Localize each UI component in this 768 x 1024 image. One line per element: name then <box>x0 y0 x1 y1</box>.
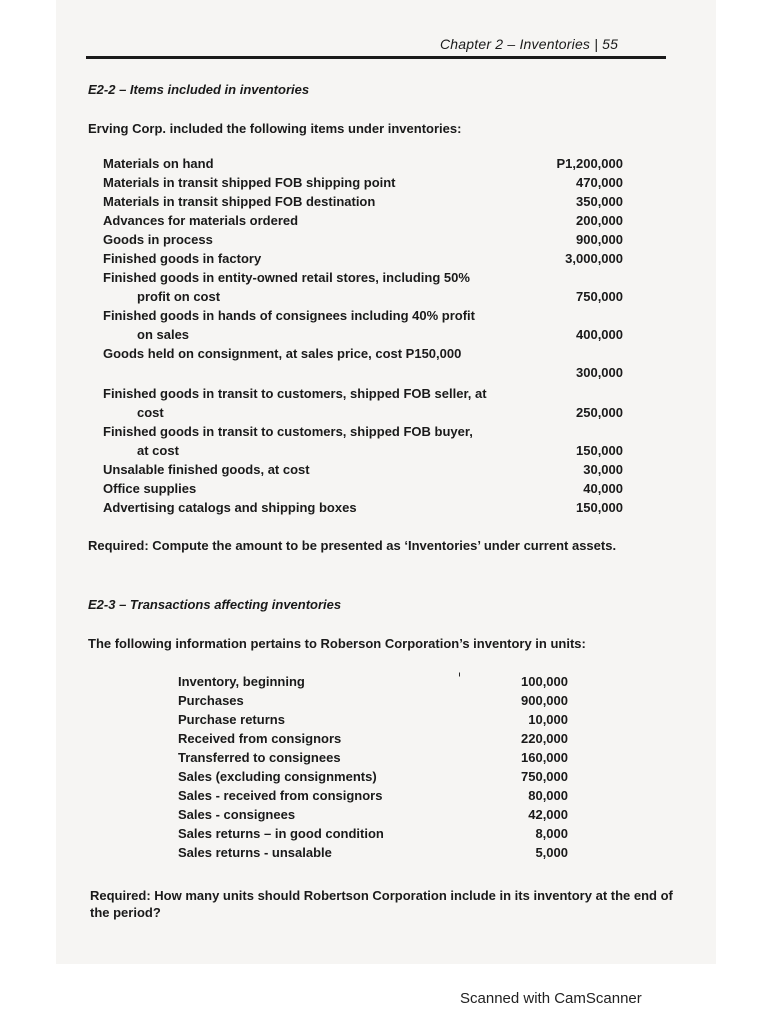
item-amount: 750,000 <box>521 769 568 784</box>
item-label: Finished goods in hands of consignees including 40% profit <box>103 308 475 323</box>
problem-1-required: Required: Compute the amount to be presented as ‘Inventories’ under current assets. <box>88 538 617 553</box>
item-label: Goods held on consignment, at sales price, cost P150,000 <box>103 346 462 361</box>
item-amount: 42,000 <box>528 807 568 822</box>
list-item <box>103 175 623 194</box>
list-item <box>103 213 623 232</box>
list-item <box>178 750 568 769</box>
item-amount: 160,000 <box>521 750 568 765</box>
item-label: Transferred to consignees <box>178 750 341 765</box>
list-item <box>103 405 623 424</box>
item-label: Finished goods in entity-owned retail stores, including 50% <box>103 270 470 285</box>
item-amount: P1,200,000 <box>556 156 623 171</box>
item-amount: 250,000 <box>576 405 623 420</box>
item-amount: 8,000 <box>535 826 568 841</box>
item-label: Advances for materials ordered <box>103 213 299 228</box>
list-item <box>178 826 568 845</box>
item-amount: 5,000 <box>535 845 568 860</box>
list-item <box>178 731 568 750</box>
item-amount: 80,000 <box>528 788 568 803</box>
item-label: Goods in process <box>103 232 213 247</box>
item-label: Purchases <box>178 693 244 708</box>
item-label: Office supplies <box>103 481 197 496</box>
item-label: Sales (excluding consignments) <box>178 769 377 784</box>
chapter-header: Chapter 2 – Inventories | 55 <box>440 36 619 52</box>
list-item <box>103 424 623 443</box>
problem-2-title-text: – Transactions affecting inventories <box>115 597 342 612</box>
item-label: Finished goods in transit to customers, shipped FOB buyer, <box>103 424 473 439</box>
list-item <box>103 194 623 213</box>
list-item <box>103 365 623 384</box>
problem-2-code: E2-3 <box>88 597 116 612</box>
problem-1-code: E2-2 <box>88 82 116 97</box>
item-label: Materials on hand <box>103 156 214 171</box>
item-label: Unsalable finished goods, at cost <box>103 462 310 477</box>
scanner-watermark: Scanned with CamScanner <box>460 990 642 1007</box>
list-item <box>103 346 623 365</box>
list-item <box>178 712 568 731</box>
item-amount: 300,000 <box>576 365 623 380</box>
item-amount: 30,000 <box>583 462 623 477</box>
item-label: on sales <box>137 327 190 342</box>
list-item <box>103 270 623 289</box>
item-label: Finished goods in factory <box>103 251 262 266</box>
list-item <box>103 156 623 175</box>
list-item <box>178 788 568 807</box>
list-item <box>103 386 623 405</box>
list-item <box>178 674 568 693</box>
item-amount: 150,000 <box>576 443 623 458</box>
item-label: Purchase returns <box>178 712 285 727</box>
problem-2-title <box>88 597 341 612</box>
item-amount: 350,000 <box>576 194 623 209</box>
item-label: Materials in transit shipped FOB shipping point <box>103 175 396 190</box>
list-item <box>103 232 623 251</box>
problem-2-intro: The following information pertains to Roberson Corporation’s inventory in units: <box>88 636 586 651</box>
list-item <box>103 481 623 500</box>
item-amount: 150,000 <box>576 500 623 515</box>
item-label: Sales returns - unsalable <box>178 845 332 860</box>
problem-1-title <box>88 82 309 97</box>
item-label: Sales returns – in good condition <box>178 826 384 841</box>
list-item <box>178 845 568 864</box>
item-label: Materials in transit shipped FOB destination <box>103 194 376 209</box>
item-label: Finished goods in transit to customers, shipped FOB seller, at <box>103 386 487 401</box>
item-amount: 100,000 <box>521 674 568 689</box>
item-amount: 40,000 <box>583 481 623 496</box>
list-item <box>103 500 623 519</box>
item-label: Sales - received from consignors <box>178 788 383 803</box>
item-amount: 750,000 <box>576 289 623 304</box>
item-amount: 900,000 <box>521 693 568 708</box>
list-item <box>103 327 623 346</box>
item-amount: 3,000,000 <box>565 251 623 266</box>
header-rule <box>86 56 666 59</box>
list-item <box>103 443 623 462</box>
problem-2-required: Required: How many units should Robertson Corporation include in its inventory at the end of the period? <box>90 888 673 920</box>
problem-1-title-text: – Items included in inventories <box>115 82 310 97</box>
item-label: Inventory, beginning <box>178 674 305 689</box>
item-label: Advertising catalogs and shipping boxes <box>103 500 357 515</box>
item-amount: 470,000 <box>576 175 623 190</box>
list-item <box>103 251 623 270</box>
list-item <box>103 308 623 327</box>
list-item <box>178 807 568 826</box>
item-amount: 900,000 <box>576 232 623 247</box>
item-label: at cost <box>137 443 179 458</box>
problem-1-intro: Erving Corp. included the following items under inventories: <box>88 121 462 136</box>
item-label: Received from consignors <box>178 731 342 746</box>
item-label: cost <box>137 405 164 420</box>
list-item <box>178 693 568 712</box>
item-amount: 10,000 <box>528 712 568 727</box>
item-amount: 200,000 <box>576 213 623 228</box>
list-item <box>178 769 568 788</box>
item-amount: 220,000 <box>521 731 568 746</box>
list-item <box>103 289 623 308</box>
item-label: Sales - consignees <box>178 807 296 822</box>
item-label: profit on cost <box>137 289 221 304</box>
list-item <box>103 462 623 481</box>
item-amount: 400,000 <box>576 327 623 342</box>
